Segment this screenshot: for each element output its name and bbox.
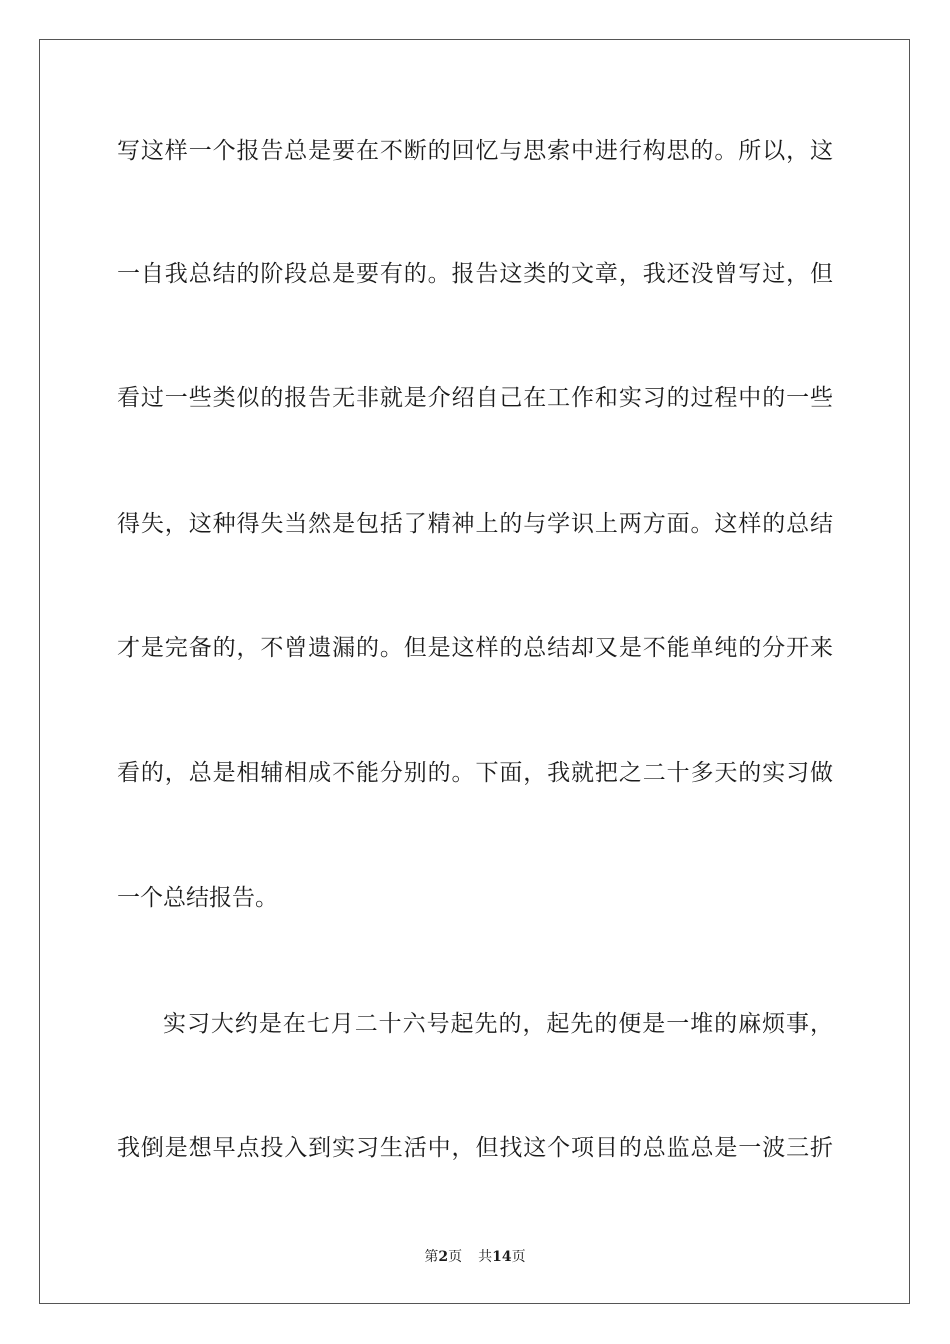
footer-total-prefix: 共 xyxy=(478,1249,493,1265)
page-border xyxy=(39,39,910,1304)
paragraph-first-line: 实习大约是在七月二十六号起先的，起先的便是一堆的麻烦事， xyxy=(163,1011,833,1037)
body-text-line: 我倒是想早点投入到实习生活中，但找这个项目的总监总是一波三折 xyxy=(117,1135,833,1161)
body-text-line: 一个总结报告。 xyxy=(117,885,278,911)
body-text-line: 写这样一个报告总是要在不断的回忆与思索中进行构思的。所以，这 xyxy=(117,138,833,164)
page-footer xyxy=(0,1248,950,1266)
footer-page-suffix: 页 xyxy=(448,1249,463,1265)
footer-page-prefix: 第 xyxy=(424,1249,439,1265)
total-page-count: 14 xyxy=(492,1249,512,1265)
body-text-line: 看过一些类似的报告无非就是介绍自己在工作和实习的过程中的一些 xyxy=(117,385,833,411)
body-text-line: 一自我总结的阶段总是要有的。报告这类的文章，我还没曾写过，但 xyxy=(117,261,833,287)
body-text-line: 看的，总是相辅相成不能分别的。下面，我就把之二十多天的实习做 xyxy=(117,760,833,786)
body-text-line: 才是完备的，不曾遗漏的。但是这样的总结却又是不能单纯的分开来 xyxy=(117,635,833,661)
current-page-number: 2 xyxy=(438,1249,449,1265)
footer-total-suffix: 页 xyxy=(511,1249,526,1265)
body-text-line: 得失，这种得失当然是包括了精神上的与学识上两方面。这样的总结 xyxy=(117,511,833,537)
